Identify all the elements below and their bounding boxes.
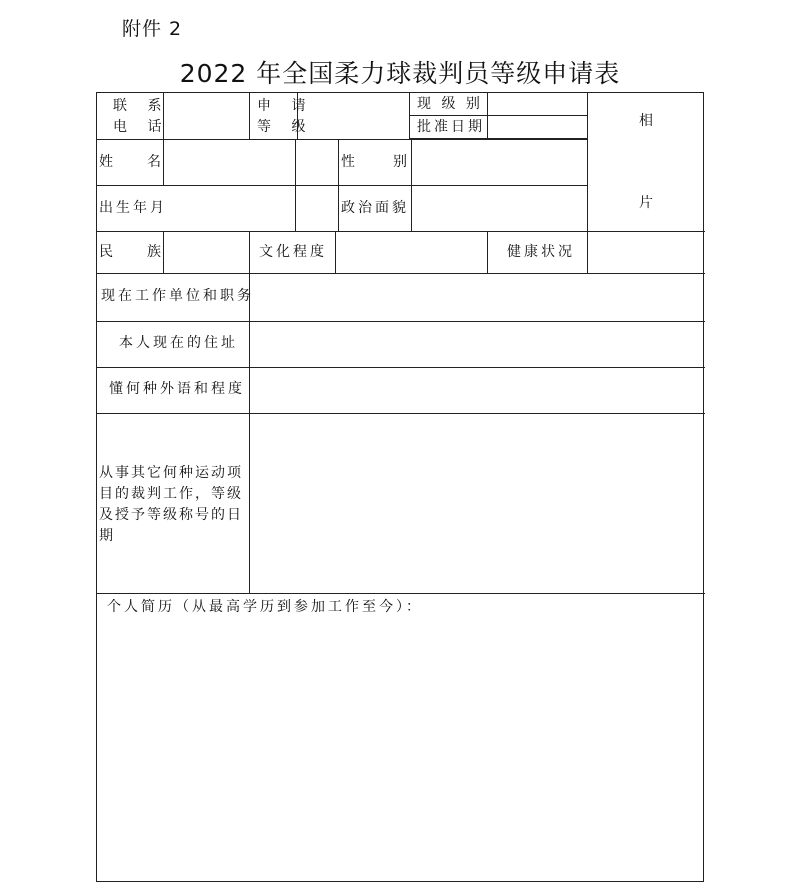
other-sports-field[interactable] — [250, 414, 704, 593]
photo-label-line2: 片 — [639, 195, 653, 211]
birth-label: 出生年月 — [99, 200, 167, 216]
contact-phone-field[interactable] — [164, 94, 249, 139]
address-label: 本人现在的住址 — [119, 335, 238, 351]
health-field[interactable] — [588, 232, 704, 273]
divider — [295, 139, 296, 231]
gender-label-char2: 别 — [393, 154, 407, 170]
current-level-label: 现 级 别 — [417, 96, 483, 112]
political-label: 政治面貌 — [341, 200, 409, 216]
approve-date-label: 批准日期 — [417, 119, 485, 135]
gender-field[interactable] — [412, 140, 587, 185]
ethnic-label-char2: 族 — [147, 244, 161, 260]
work-unit-field[interactable] — [250, 274, 704, 321]
birth-field[interactable] — [164, 186, 295, 231]
apply-label-line2: 等 级 — [257, 119, 314, 135]
education-field[interactable] — [336, 232, 487, 273]
resume-field[interactable] — [98, 619, 704, 881]
gender-label-char1: 性 — [341, 154, 355, 170]
ethnic-label-char1: 民 — [99, 244, 113, 260]
health-label: 健康状况 — [507, 244, 575, 260]
language-label: 懂何种外语和程度 — [109, 381, 245, 397]
photo-label-line1: 相 — [639, 113, 653, 129]
address-field[interactable] — [250, 322, 704, 367]
contact-label-line2: 电 话 — [113, 119, 170, 135]
divider — [249, 93, 250, 139]
language-field[interactable] — [250, 368, 704, 413]
current-level-field[interactable] — [488, 94, 587, 115]
contact-label-line1: 联 系 — [113, 98, 170, 114]
attachment-label: 附件 2 — [122, 18, 183, 40]
divider — [97, 593, 705, 594]
page-title: 2022 年全国柔力球裁判员等级申请表 — [179, 59, 621, 88]
divider — [338, 139, 339, 231]
name-field[interactable] — [164, 140, 295, 185]
ethnic-field[interactable] — [164, 232, 249, 273]
divider — [409, 93, 410, 139]
apply-level-field[interactable] — [298, 94, 409, 139]
apply-label-line1: 申 请 — [257, 98, 314, 114]
political-field[interactable] — [412, 186, 587, 231]
resume-label: 个人简历（从最高学历到参加工作至今）： — [107, 599, 423, 615]
name-label-char1: 姓 — [99, 154, 113, 170]
name-label-char2: 名 — [147, 154, 161, 170]
approve-date-field[interactable] — [488, 116, 587, 138]
education-label: 文化程度 — [259, 244, 327, 260]
application-form-table — [96, 92, 704, 882]
other-sports-label: 从事其它何种运动项目的裁判工作，等级及授予等级称号的日期 — [99, 465, 243, 544]
divider — [487, 231, 488, 273]
work-unit-label: 现在工作单位和职务 — [101, 288, 254, 304]
